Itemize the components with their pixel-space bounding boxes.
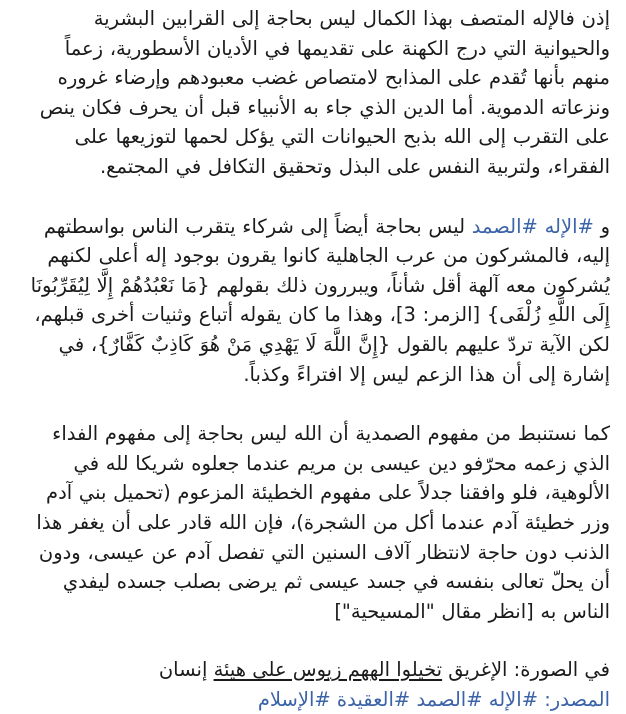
text-line: أن يحلّ تعالى بنفسه في جسد عيسى ثم يرضى بصلب جسده ليفدي: [62, 570, 610, 594]
paragraph-spacer: [16, 182, 610, 212]
text-line: الناس به [انظر مقال "المسيحية"]: [334, 599, 610, 623]
caption-underlined-text: تخيلوا الههم زيوس على هيئة: [213, 658, 443, 681]
text-line: كما نستنبط من مفهوم الصمدية أن الله ليس بحاجة إلى مفهوم الفداء: [52, 422, 610, 446]
text-line: إِلَى اللَّهِ زُلْفَى} [الزمر: 3]، وهذا ما كان يقوله أتباع وثنيات أخرى قبلهم،: [34, 303, 610, 327]
caption-prefix: في الصورة: الإغريق: [442, 658, 610, 681]
text-line: الألوهية، فلو وافقنا جدلاً على مفهوم الخطيئة المزعوم (تحميل بني آدم: [46, 481, 610, 505]
line-rest-text: ليس بحاجة أيضاً إلى شركاء يتقرب الناس بواسطتهم: [43, 214, 472, 238]
text-line: إشارة إلى أن هذا الزعم ليس إلا افتراءً وكذباً.: [243, 362, 610, 386]
hashtag-link-god[interactable]: #الإله: [544, 214, 594, 238]
caption-line: [16, 655, 610, 685]
text-line: يُشركون معه آلهة أقل شأناً، ويبررون ذلك بقولهم {مَا نَعْبُدُهُمْ إِلَّا لِيُقَرِّبُونَا: [30, 273, 610, 297]
text-line: الفقراء، ولتربية النفس على البذل وتحقيق التكافل في المجتمع.: [99, 154, 610, 178]
text-line: إذن فالإله المتصف بهذا الكمال ليس بحاجة إلى القرابين البشرية: [93, 7, 610, 30]
paragraph-spacer: [16, 389, 610, 419]
text-line: إليه، فالمشركون من عرب الجاهلية كانوا يقرون بوجود إله أعلى لكنهم: [47, 244, 610, 268]
text-line: الذي زعمه محرّفو دين عيسى بن مريم عندما جعلوه شريكا لله في: [73, 451, 610, 475]
text-line: لكن الآية تردّ عليهم بالقول {إِنَّ اللَّهَ لَا يَهْدِي مَنْ هُوَ كَاذِبٌ كَفَّارٌ}، في: [58, 332, 610, 356]
paragraph-intercessors: [16, 212, 610, 390]
text-line: [16, 212, 610, 242]
article-body: [16, 4, 610, 626]
caption-suffix: إنسان: [158, 658, 214, 681]
paragraph-offerings: [16, 4, 610, 182]
text-line: ونزعاته الدموية. أما الدين الذي جاء به الأنبياء قبل أن يحرف فكان ينص: [39, 95, 610, 119]
paragraph-redemption: [16, 419, 610, 626]
text-line: منهم بأنها تُقدم على المذابح لامتصاص غضب معبودهم وإرضاء غروره: [57, 66, 610, 90]
text-line: وزر خطيئة آدم عندما أكل من الشجرة)، فإن الله قادر على أن يغفر هذا: [36, 510, 610, 534]
hashtag-link-samad[interactable]: #الصمد: [471, 214, 538, 238]
cut-off-hashtag-line[interactable]: المصدر: #الإله #الصمد #العقيدة #الإسلام: [257, 687, 610, 711]
text-line: الذنب دون حاجة لانتظار آلاف السنين التي تفصل آدم عن عيسى، ودون: [38, 540, 610, 564]
text-line: على التقرب إلى الله بذبح الحيوانات التي يؤكل لحمها لتوزيعها على: [74, 125, 610, 149]
text-line: والحيوانية التي درج الكهنة على تقديمها في الأديان الأسطورية، زعماً: [64, 36, 610, 60]
image-caption: [16, 655, 610, 711]
prefix-text: و: [593, 214, 610, 238]
